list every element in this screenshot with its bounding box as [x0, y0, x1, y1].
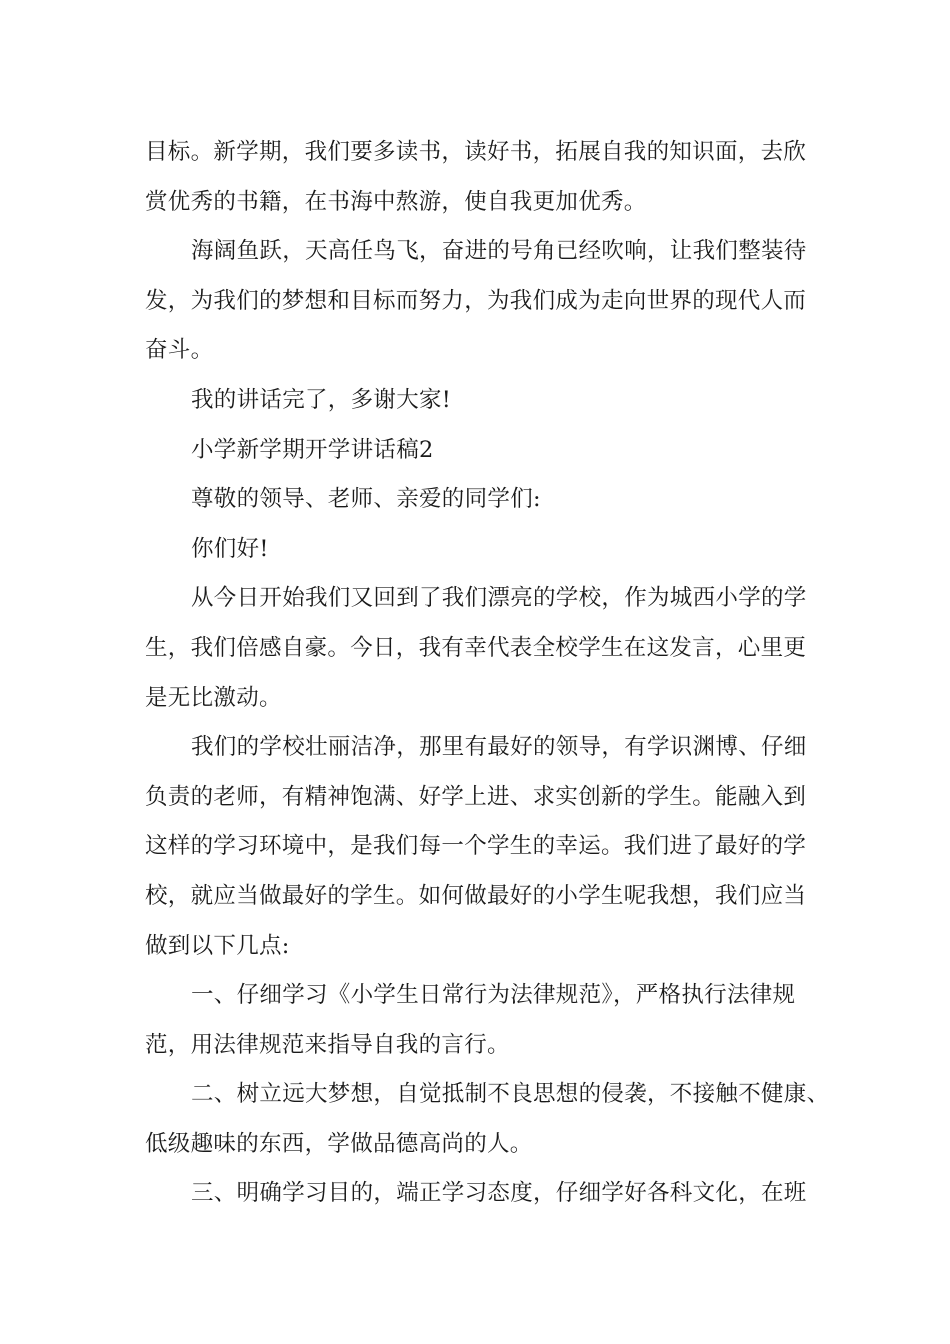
paragraph — [145, 1070, 845, 1169]
document-body — [145, 128, 845, 1219]
text-line: 你们好! — [191, 535, 269, 562]
text-line: 生，我们倍感自豪。今日，我有幸代表全校学生在这发言，心里更 — [145, 634, 807, 661]
paragraph — [145, 376, 845, 426]
text-line: 赏优秀的书籍，在书海中熬游，使自我更加优秀。 — [145, 188, 647, 215]
paragraph — [145, 525, 845, 575]
text-line: 我的讲话完了，多谢大家! — [191, 386, 452, 413]
text-line: 发，为我们的梦想和目标而努力，为我们成为走向世界的现代人而 — [145, 287, 807, 314]
text-line: 奋斗。 — [145, 337, 214, 364]
paragraph — [145, 971, 845, 1070]
text-line: 范，用法律规范来指导自我的言行。 — [145, 1031, 510, 1058]
paragraph — [145, 1169, 845, 1219]
paragraph — [145, 574, 845, 723]
text-line: 尊敬的领导、老师、亲爱的同学们: — [191, 486, 541, 513]
paragraph — [145, 227, 845, 376]
text-line: 海阔鱼跃，天高任鸟飞，奋进的号角已经吹响，让我们整装待 — [191, 238, 807, 265]
text-line: 负责的老师，有精神饱满、好学上进、求实创新的学生。能融入到 — [145, 783, 807, 810]
paragraph — [145, 426, 845, 476]
text-line: 我们的学校壮丽洁净，那里有最好的领导，有学识渊博、仔细 — [191, 734, 807, 761]
text-line: 从今日开始我们又回到了我们漂亮的学校，作为城西小学的学 — [191, 585, 807, 612]
text-line: 一、仔细学习《小学生日常行为法律规范》，严格执行法律规 — [191, 982, 796, 1009]
text-line: 目标。新学期，我们要多读书，读好书，拓展自我的知识面，去欣 — [145, 139, 807, 165]
paragraph — [145, 475, 845, 525]
text-line: 校，就应当做最好的学生。如何做最好的小学生呢我想，我们应当 — [145, 882, 807, 909]
text-line: 是无比激动。 — [145, 684, 282, 711]
text-line: 二、树立远大梦想，自觉抵制不良思想的侵袭，不接触不健康、 — [191, 1081, 830, 1108]
text-line: 这样的学习环境中，是我们每一个学生的幸运。我们进了最好的学 — [145, 833, 807, 860]
paragraph — [145, 128, 845, 227]
text-line: 低级趣味的东西，学做品德高尚的人。 — [145, 1130, 533, 1157]
text-line: 小学新学期开学讲话稿2 — [191, 436, 434, 463]
text-line: 三、明确学习目的，端正学习态度，仔细学好各科文化，在班 — [191, 1180, 807, 1207]
text-line: 做到以下几点: — [145, 932, 290, 959]
paragraph — [145, 723, 845, 971]
